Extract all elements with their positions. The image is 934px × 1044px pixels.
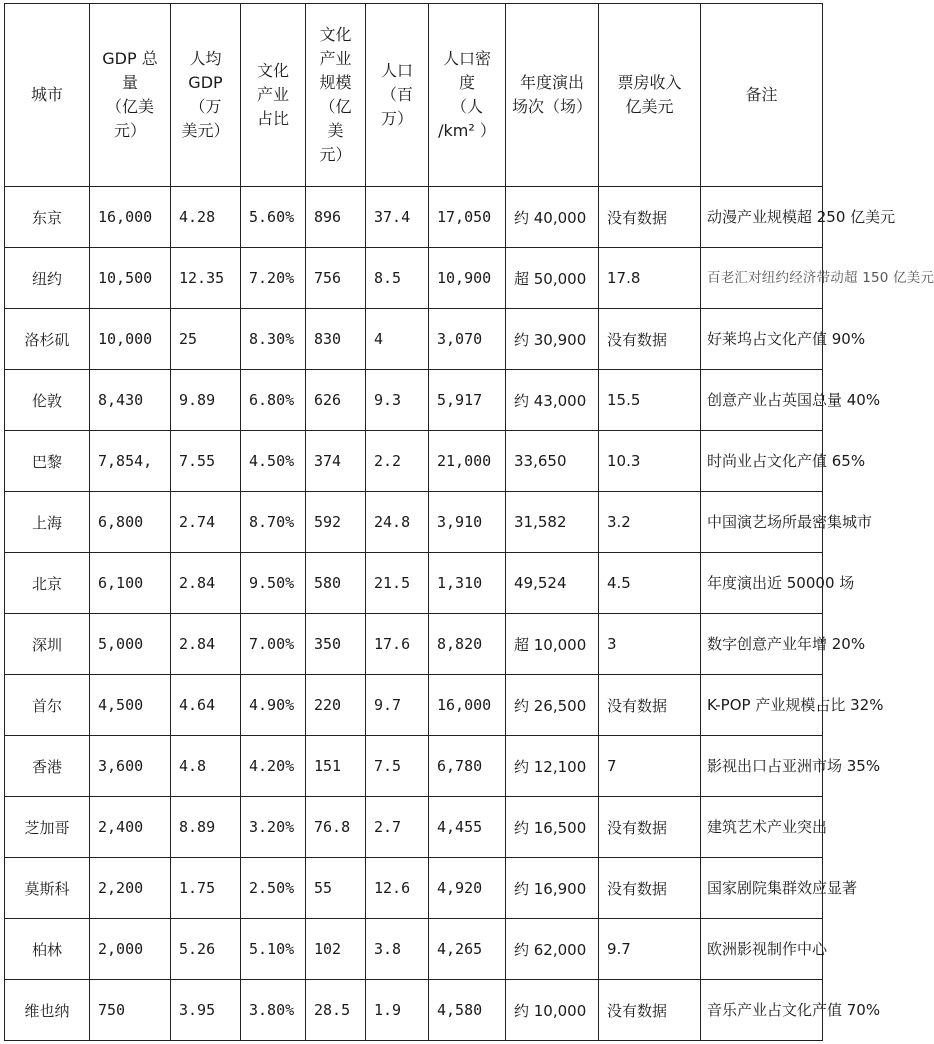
cell-density: 4,455 [429,797,506,858]
cell-gdp: 10,000 [90,309,171,370]
table-row [5,858,823,919]
header-line: 备注 [745,85,778,104]
cell-gdp: 7,854, [90,431,171,492]
cell-city: 上海 [5,492,90,553]
cell-notes: K-POP 产业规模占比 32% [701,675,823,736]
cell-density: 4,580 [429,980,506,1041]
header-row [5,4,823,187]
table-row [5,309,823,370]
cell-notes: 动漫产业规模超 250 亿美元 [701,187,823,248]
cell-culture-scale: 102 [306,919,366,980]
table-row [5,919,823,980]
cell-gdp-per-capita: 5.26 [171,919,241,980]
cell-performances: 约 40,000 [506,187,599,248]
column-header-label [102,47,157,143]
cell-culture-share: 3.20% [241,797,306,858]
cell-culture-scale: 28.5 [306,980,366,1041]
cell-performances: 31,582 [506,492,599,553]
cell-culture-scale: 896 [306,187,366,248]
cell-gdp: 5,000 [90,614,171,675]
cell-culture-share: 4.90% [241,675,306,736]
cell-culture-scale: 220 [306,675,366,736]
header-line: 人口 [380,61,413,80]
header-line: 人口密 [442,49,491,68]
header-line: GDP 总 [102,49,158,68]
cell-city: 香港 [5,736,90,797]
cell-city: 纽约 [5,248,90,309]
header-line: （亿美 [105,97,154,116]
cell-city: 东京 [5,187,90,248]
cell-box-office: 没有数据 [599,187,701,248]
column-header-label [438,47,496,143]
cell-box-office: 17.8 [599,248,701,309]
cell-culture-scale: 151 [306,736,366,797]
cell-performances: 超 10,000 [506,614,599,675]
cell-culture-share: 7.00% [241,614,306,675]
cell-density: 8,820 [429,614,506,675]
cell-gdp-per-capita: 2.84 [171,553,241,614]
cell-density: 4,920 [429,858,506,919]
header-line: 占比 [256,109,289,128]
header-line: GDP [188,73,223,92]
column-header-culture-scale [306,4,366,187]
cell-performances: 33,650 [506,431,599,492]
cell-notes: 好莱坞占文化产值 90% [701,309,823,370]
cell-box-office: 3.2 [599,492,701,553]
cell-box-office: 没有数据 [599,797,701,858]
cell-gdp: 3,600 [90,736,171,797]
header-line: 人均 [189,49,222,68]
cell-density: 6,780 [429,736,506,797]
cell-culture-share: 8.30% [241,309,306,370]
cell-box-office: 没有数据 [599,858,701,919]
table-row [5,431,823,492]
cell-city: 伦敦 [5,370,90,431]
cell-city: 维也纳 [5,980,90,1041]
cell-population: 2.2 [366,431,429,492]
cell-performances: 49,524 [506,553,599,614]
cell-city: 北京 [5,553,90,614]
table-row [5,980,823,1041]
table-row [5,736,823,797]
table-row [5,187,823,248]
cell-notes: 中国演艺场所最密集城市 [701,492,823,553]
cell-culture-share: 3.80% [241,980,306,1041]
header-line: 产业 [256,85,289,104]
cell-notes: 建筑艺术产业突出 [701,797,823,858]
column-header-density [429,4,506,187]
column-header-city [5,4,90,187]
cell-culture-share: 5.10% [241,919,306,980]
cell-notes: 影视出口占亚洲市场 35% [701,736,823,797]
cell-notes: 年度演出近 50000 场 [701,553,823,614]
cell-gdp-per-capita: 1.75 [171,858,241,919]
cell-performances: 约 10,000 [506,980,599,1041]
header-line: 文化 [319,25,352,44]
column-header-population [366,4,429,187]
cell-density: 1,310 [429,553,506,614]
header-line: 度 [458,73,475,92]
cell-notes: 时尚业占文化产值 65% [701,431,823,492]
cell-culture-share: 2.50% [241,858,306,919]
cell-population: 9.7 [366,675,429,736]
cell-box-office: 没有数据 [599,980,701,1041]
header-line: 量 [121,73,138,92]
cell-gdp: 6,800 [90,492,171,553]
cell-culture-share: 9.50% [241,553,306,614]
header-line: 万） [380,109,413,128]
cell-notes: 国家剧院集群效应显著 [701,858,823,919]
cell-performances: 约 30,900 [506,309,599,370]
column-header-box-office [599,4,701,187]
cell-density: 16,000 [429,675,506,736]
cell-gdp-per-capita: 2.84 [171,614,241,675]
cell-notes: 数字创意产业年增 20% [701,614,823,675]
cell-gdp-per-capita: 3.95 [171,980,241,1041]
cell-performances: 超 50,000 [506,248,599,309]
cell-culture-share: 4.20% [241,736,306,797]
header-line: 年度演出 [519,73,584,92]
table-row [5,614,823,675]
header-line: 城市 [30,85,63,104]
cell-density: 17,050 [429,187,506,248]
cell-population: 21.5 [366,553,429,614]
header-line: 美元） [181,121,230,140]
cell-population: 7.5 [366,736,429,797]
header-line: （万 [189,97,222,116]
header-line: （亿 [319,97,352,116]
header-line: 元） [319,145,352,164]
cell-population: 24.8 [366,492,429,553]
cell-gdp-per-capita: 8.89 [171,797,241,858]
cell-density: 4,265 [429,919,506,980]
header-line: （人 [450,97,483,116]
header-line: 亿美元 [625,97,674,116]
cell-notes: 百老汇对纽约经济带动超 150 亿美元 [701,248,823,309]
cell-population: 17.6 [366,614,429,675]
cell-population: 9.3 [366,370,429,431]
column-header-label [512,71,592,119]
cell-gdp-per-capita: 7.55 [171,431,241,492]
cell-density: 3,070 [429,309,506,370]
cell-density: 5,917 [429,370,506,431]
header-line: 场次（场） [511,97,592,116]
cell-culture-share: 4.50% [241,431,306,492]
header-line: 产业 [319,49,352,68]
column-header-notes [701,4,823,187]
cell-culture-share: 6.80% [241,370,306,431]
cell-box-office: 没有数据 [599,309,701,370]
cell-gdp: 6,100 [90,553,171,614]
column-header-label [319,23,351,167]
column-header-culture-share [241,4,306,187]
table-row [5,675,823,736]
cell-density: 3,910 [429,492,506,553]
cell-city: 莫斯科 [5,858,90,919]
cell-notes: 音乐产业占文化产值 70% [701,980,823,1041]
cell-population: 12.6 [366,858,429,919]
table-body [5,187,934,1041]
cell-population: 4 [366,309,429,370]
cell-gdp: 2,000 [90,919,171,980]
column-header-gdp-per-capita [171,4,241,187]
cell-box-office: 15.5 [599,370,701,431]
cell-culture-scale: 830 [306,309,366,370]
cell-notes: 欧洲影视制作中心 [701,919,823,980]
column-header-label [617,71,681,119]
column-header-label [745,83,777,107]
column-header-label [31,83,63,107]
cell-population: 3.8 [366,919,429,980]
table-row [5,248,823,309]
cell-density: 21,000 [429,431,506,492]
cell-culture-scale: 350 [306,614,366,675]
cell-culture-share: 8.70% [241,492,306,553]
header-line: 票房收入 [617,73,682,92]
column-header-gdp [90,4,171,187]
cell-box-office: 7 [599,736,701,797]
cell-gdp-per-capita: 2.74 [171,492,241,553]
header-line: /km² ） [438,121,496,140]
cell-city: 芝加哥 [5,797,90,858]
table-row [5,492,823,553]
cell-culture-scale: 756 [306,248,366,309]
cell-gdp-per-capita: 4.28 [171,187,241,248]
cell-notes: 创意产业占英国总量 40% [701,370,823,431]
cell-culture-share: 5.60% [241,187,306,248]
city-culture-table [4,3,934,1041]
cell-performances: 约 12,100 [506,736,599,797]
cell-gdp: 4,500 [90,675,171,736]
cell-box-office: 10.3 [599,431,701,492]
header-line: 美 [327,121,344,140]
cell-performances: 约 26,500 [506,675,599,736]
cell-gdp: 8,430 [90,370,171,431]
column-header-performances [506,4,599,187]
cell-gdp-per-capita: 12.35 [171,248,241,309]
table-row [5,370,823,431]
header-line: 元） [113,121,146,140]
cell-culture-share: 7.20% [241,248,306,309]
cell-box-office: 3 [599,614,701,675]
cell-gdp: 16,000 [90,187,171,248]
header-line: （百 [380,85,413,104]
cell-population: 8.5 [366,248,429,309]
cell-performances: 约 16,900 [506,858,599,919]
table-row [5,553,823,614]
cell-gdp-per-capita: 4.64 [171,675,241,736]
cell-city: 巴黎 [5,431,90,492]
cell-population: 37.4 [366,187,429,248]
cell-city: 深圳 [5,614,90,675]
cell-performances: 约 43,000 [506,370,599,431]
cell-culture-scale: 580 [306,553,366,614]
column-header-label [257,59,289,131]
cell-gdp: 750 [90,980,171,1041]
cell-box-office: 没有数据 [599,675,701,736]
cell-city: 洛杉矶 [5,309,90,370]
cell-culture-scale: 55 [306,858,366,919]
cell-population: 1.9 [366,980,429,1041]
cell-performances: 约 62,000 [506,919,599,980]
cell-culture-scale: 592 [306,492,366,553]
cell-box-office: 9.7 [599,919,701,980]
column-header-label [381,59,413,131]
cell-culture-scale: 76.8 [306,797,366,858]
column-header-label [181,47,229,143]
cell-population: 2.7 [366,797,429,858]
cell-gdp: 2,400 [90,797,171,858]
cell-performances: 约 16,500 [506,797,599,858]
cell-gdp-per-capita: 4.8 [171,736,241,797]
cell-culture-scale: 374 [306,431,366,492]
table-row [5,797,823,858]
cell-gdp-per-capita: 9.89 [171,370,241,431]
cell-gdp: 10,500 [90,248,171,309]
header-line: 文化 [256,61,289,80]
cell-gdp-per-capita: 25 [171,309,241,370]
cell-box-office: 4.5 [599,553,701,614]
cell-gdp: 2,200 [90,858,171,919]
header-line: 规模 [319,73,352,92]
cell-density: 10,900 [429,248,506,309]
cell-city: 首尔 [5,675,90,736]
cell-culture-scale: 626 [306,370,366,431]
cell-city: 柏林 [5,919,90,980]
